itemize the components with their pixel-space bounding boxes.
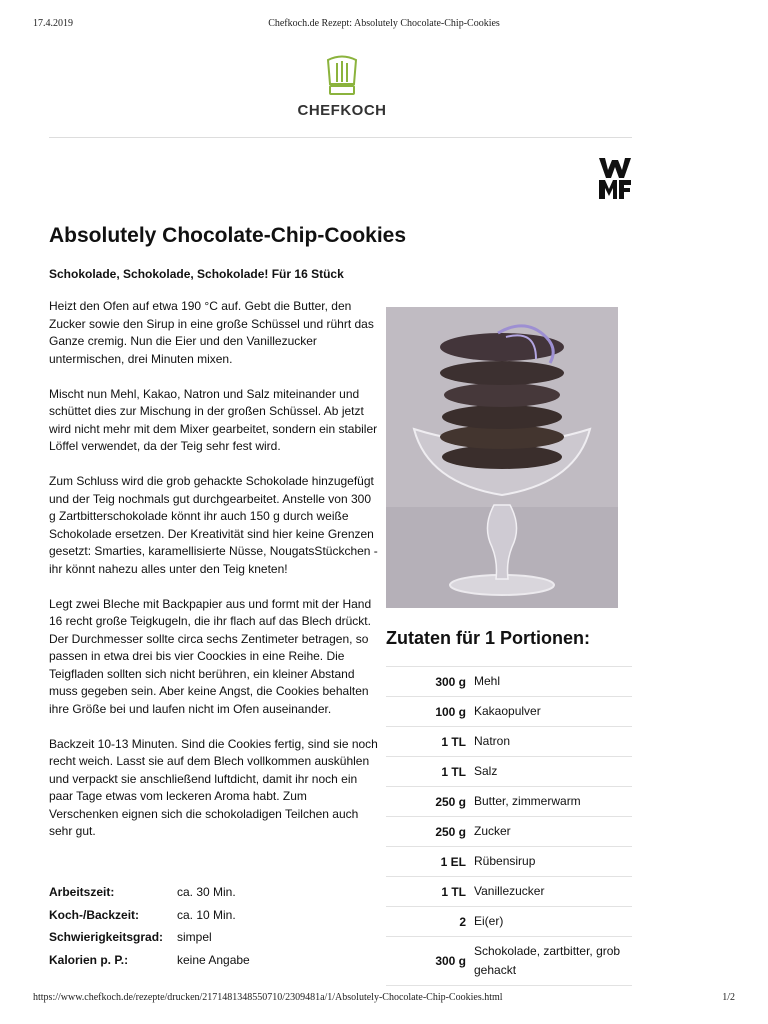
instruction-paragraph: Zum Schluss wird die grob gehackte Schokolade hinzugefügt und der Teig nochmals gut durchgearbeitet. Anstelle von 300 g Zartbitterschokolade könnt ihr auch 150 g durch weiße Schokolade ersetzen. Der Kreativität sind hier keine Grenzen gesetzt: Smarties, karamellisierte Nüsse, NougatsStückchen - ihr könnt nahezu alles unter den Teig kneten! <box>49 474 378 576</box>
chefkoch-logo[interactable] <box>286 54 398 124</box>
fact-row <box>49 926 250 949</box>
ingredient-amount: 1 TL <box>441 764 466 779</box>
ingredient-name: Mehl <box>474 674 501 688</box>
recipe-subtitle: Schokolade, Schokolade, Schokolade! Für 16 Stück <box>49 267 344 281</box>
fact-label: Arbeitszeit: <box>49 885 115 900</box>
ingredient-name: Butter, zimmerwarm <box>474 794 581 808</box>
logo-wordmark: CHEFKOCH <box>297 102 387 119</box>
instruction-paragraph: Backzeit 10-13 Minuten. Sind die Cookies fertig, sind sie noch recht weich. Lasst sie auf dem Blech vollkommen auskühlen und verpackt sie anschließend luftdicht, damit ihr noch ein paar Tage etwas vom leckeren Aroma habt. Zum Verschenken eignen sich die schokoladigen Teilchen auch sehr gut. <box>49 736 378 838</box>
instruction-paragraph: Mischt nun Mehl, Kakao, Natron und Salz miteinander und schüttet dies zur Mischung in der großen Schüssel. Ab jetzt wird nicht mehr mit dem Mixer gearbeitet, sondern ein stabiler Löffel verwendet, da der Teig sehr fest wird. <box>49 386 378 453</box>
recipe-facts <box>49 881 250 971</box>
wmf-logo-icon <box>598 156 632 200</box>
fact-value: keine Angabe <box>177 952 250 967</box>
ingredient-row <box>386 847 632 877</box>
fact-value: ca. 30 Min. <box>177 885 236 900</box>
ingredient-row <box>386 697 632 727</box>
ingredient-amount: 300 g <box>435 674 466 689</box>
ingredient-row <box>386 727 632 757</box>
ingredient-row <box>386 817 632 847</box>
recipe-instructions <box>49 298 379 858</box>
recipe-photo <box>386 307 618 608</box>
ingredient-name: Natron <box>474 734 511 748</box>
ingredient-row <box>386 907 632 937</box>
ingredient-name: Rübensirup <box>474 854 536 868</box>
print-date: 17.4.2019 <box>33 18 73 29</box>
ingredients-heading: Zutaten für 1 Portionen: <box>386 628 590 648</box>
fact-row <box>49 949 250 972</box>
ingredient-name: Salz <box>474 764 498 778</box>
ingredient-amount: 300 g <box>435 954 466 968</box>
print-url: https://www.chefkoch.de/rezepte/drucken/2171481348550710/2309481a/1/Absolutely-Chocolate-Chip-Cookies.html <box>33 992 503 1003</box>
ingredient-amount: 1 TL <box>441 734 466 749</box>
ingredient-name: Ei(er) <box>474 914 504 928</box>
ingredient-amount: 1 EL <box>440 854 466 869</box>
fact-row <box>49 881 250 904</box>
fact-row <box>49 904 250 927</box>
ingredient-row <box>386 937 632 986</box>
fact-label: Kalorien p. P.: <box>49 952 129 967</box>
fact-value: ca. 10 Min. <box>177 907 236 922</box>
ingredient-row <box>386 787 632 817</box>
ingredient-name: Vanillezucker <box>474 884 545 898</box>
wmf-logo <box>598 156 632 200</box>
ingredient-row <box>386 667 632 697</box>
ingredient-amount: 1 TL <box>441 884 466 899</box>
chef-hat-icon <box>286 54 398 100</box>
instruction-paragraph: Legt zwei Bleche mit Backpapier aus und formt mit der Hand 16 recht große Teigkugeln, die ihr flach auf das Blech drückt. Der Durchmesser sollte circa sechs Zentimeter betragen, so passen in etwa drei bis vier Coockies in eine Reihe. Die Teigfladen sollten sich nicht berühren, ein kleiner Abstand muss gegeben sein. Aber keine Angst, die Cookies behalten ihre Größe bei und laufen nicht im Ofen auseinander. <box>49 596 372 716</box>
ingredient-amount: 100 g <box>435 704 466 719</box>
instruction-paragraph: Heizt den Ofen auf etwa 190 °C auf. Gebt die Butter, den Zucker sowie den Sirup in eine große Schüssel und rührt das Ganze cremig. Nun die Eier und den Vanillezucker untermischen, drei Minuten mixen. <box>49 299 374 366</box>
fact-label: Koch-/Backzeit: <box>49 907 140 922</box>
ingredients-table <box>386 666 632 986</box>
ingredient-amount: 250 g <box>435 794 466 809</box>
print-title: Chefkoch.de Rezept: Absolutely Chocolate-Chip-Cookies <box>268 18 500 29</box>
fact-value: simpel <box>177 930 212 945</box>
ingredient-amount: 250 g <box>435 824 466 839</box>
page-number: 1/2 <box>722 992 735 1003</box>
ingredient-row <box>386 757 632 787</box>
ingredient-name: Schokolade, zartbitter, grob gehackt <box>474 944 621 977</box>
ingredient-name: Zucker <box>474 824 511 838</box>
ingredient-row <box>386 877 632 907</box>
ingredient-name: Kakaopulver <box>474 704 541 718</box>
ingredient-amount: 2 <box>459 914 466 929</box>
header-divider <box>49 137 632 138</box>
fact-label: Schwierigkeitsgrad: <box>49 930 164 945</box>
recipe-title: Absolutely Chocolate-Chip-Cookies <box>49 224 407 247</box>
